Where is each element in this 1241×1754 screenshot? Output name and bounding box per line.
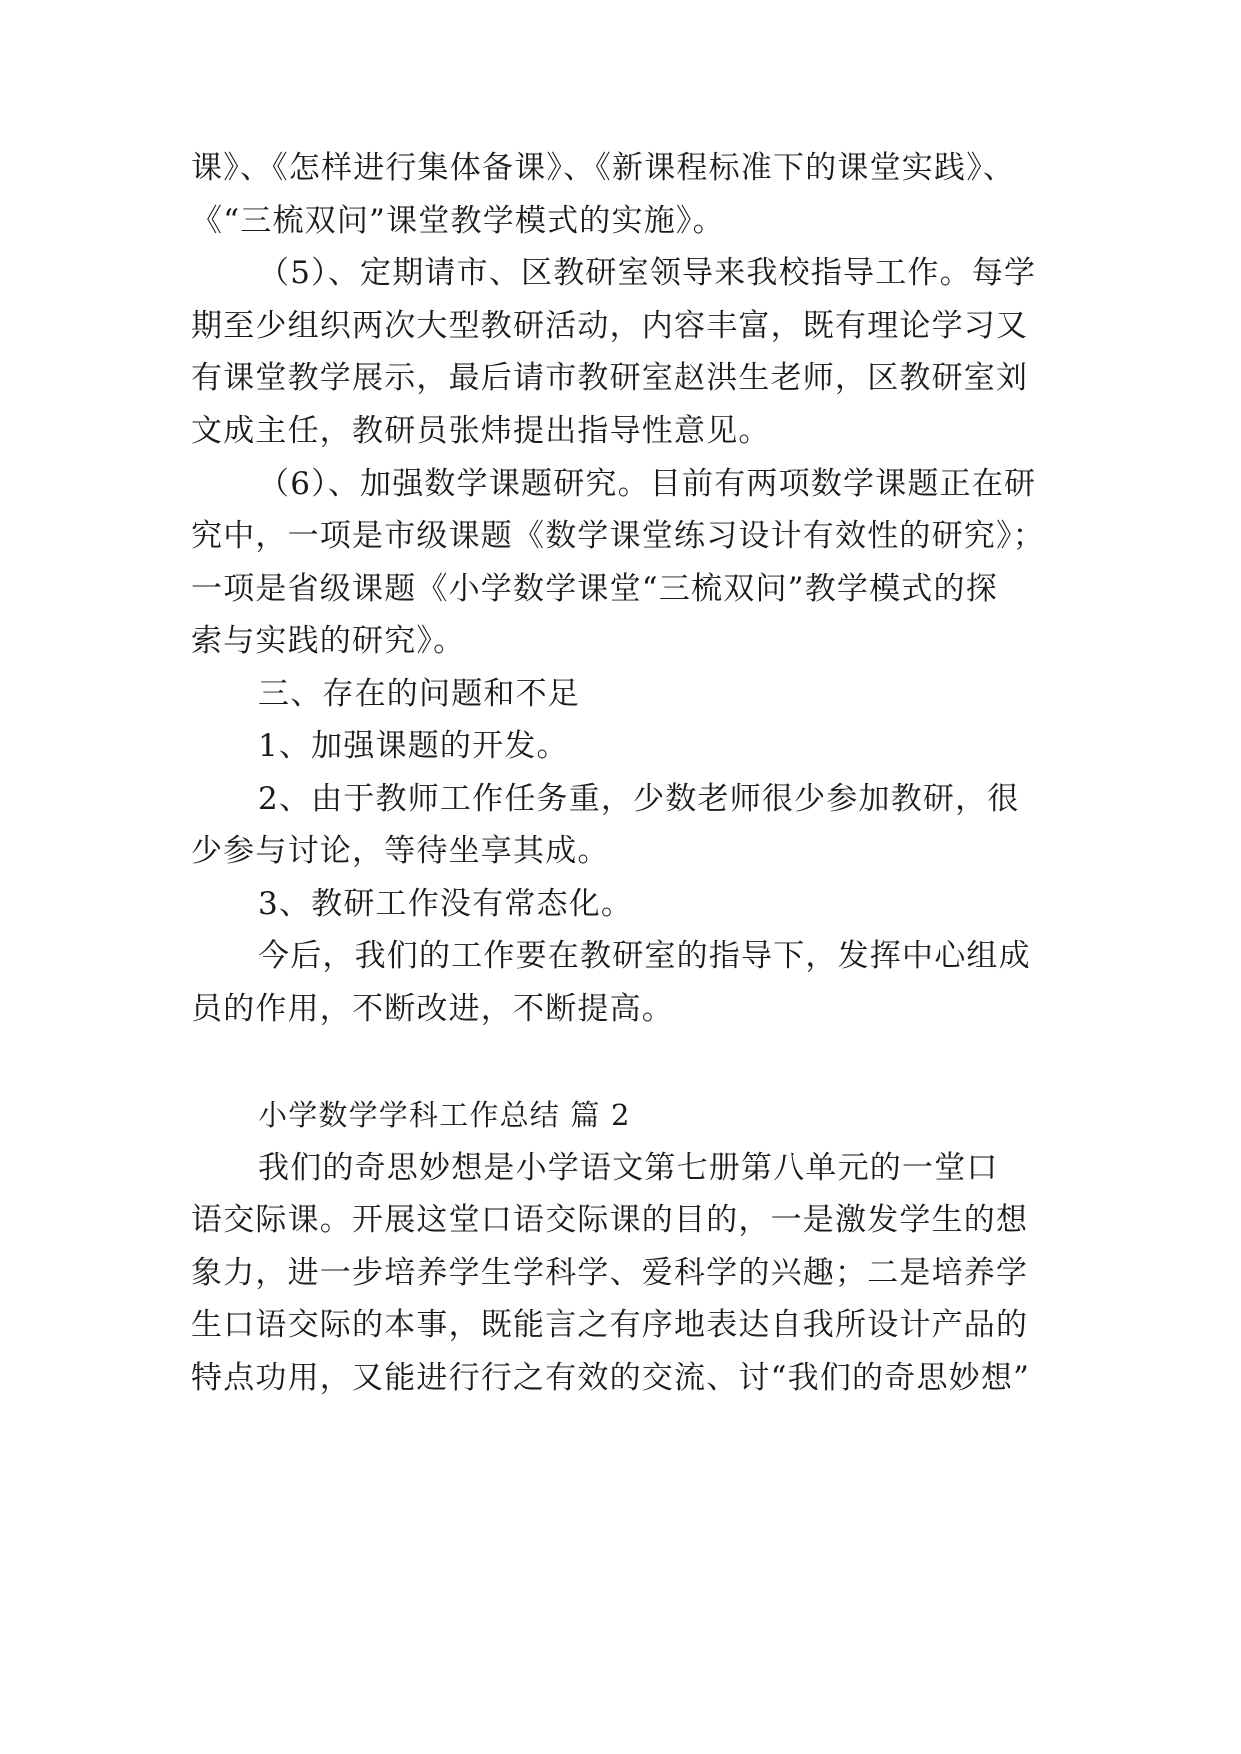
text-line: 1、加强课题的开发。: [258, 728, 569, 764]
text-line: 索与实践的研究》。: [191, 623, 466, 659]
text-line: （5）、定期请市、区教研室领导来我校指导工作。每学: [258, 255, 1037, 291]
text-line: 《“三梳双问”课堂教学模式的实施》。: [191, 203, 725, 239]
text-line: 特点功用，又能进行行之有效的交流、讨“我们的奇思妙想”: [191, 1360, 1031, 1396]
section-heading: 三、存在的问题和不足: [258, 676, 580, 712]
text-line: 期至少组织两次大型教研活动，内容丰富，既有理论学习又: [191, 308, 1029, 344]
article-title: 小学数学学科工作总结 篇 2: [258, 1098, 631, 1132]
text-line: 员的作用，不断改进，不断提高。: [191, 991, 674, 1027]
text-line: 课》、《怎样进行集体备课》、《新课程标准下的课堂实践》、: [191, 150, 1016, 186]
text-line: 究中，一项是市级课题《数学课堂练习设计有效性的研究》；: [191, 518, 1045, 554]
text-line: 文成主任，教研员张炜提出指导性意见。: [191, 413, 771, 449]
text-line: （6）、加强数学课题研究。目前有两项数学课题正在研: [258, 466, 1037, 502]
text-line: 一项是省级课题《小学数学课堂“三梳双问”教学模式的探: [191, 571, 998, 607]
text-line: 语交际课。开展这堂口语交际课的目的，一是激发学生的想: [191, 1202, 1029, 1238]
text-line: 今后，我们的工作要在教研室的指导下，发挥中心组成: [258, 938, 1031, 974]
text-line: 有课堂教学展示，最后请市教研室赵洪生老师，区教研室刘: [191, 360, 1029, 396]
text-line: 少参与讨论，等待坐享其成。: [191, 833, 610, 869]
text-line: 2、由于教师工作任务重，少数老师很少参加教研，很: [258, 781, 1020, 817]
text-line: 我们的奇思妙想是小学语文第七册第八单元的一堂口: [258, 1150, 999, 1186]
text-line: 生口语交际的本事，既能言之有序地表达自我所设计产品的: [191, 1307, 1029, 1343]
text-line: 象力，进一步培养学生学科学、爱科学的兴趣；二是培养学: [191, 1255, 1029, 1291]
text-line: 3、教研工作没有常态化。: [258, 886, 634, 922]
